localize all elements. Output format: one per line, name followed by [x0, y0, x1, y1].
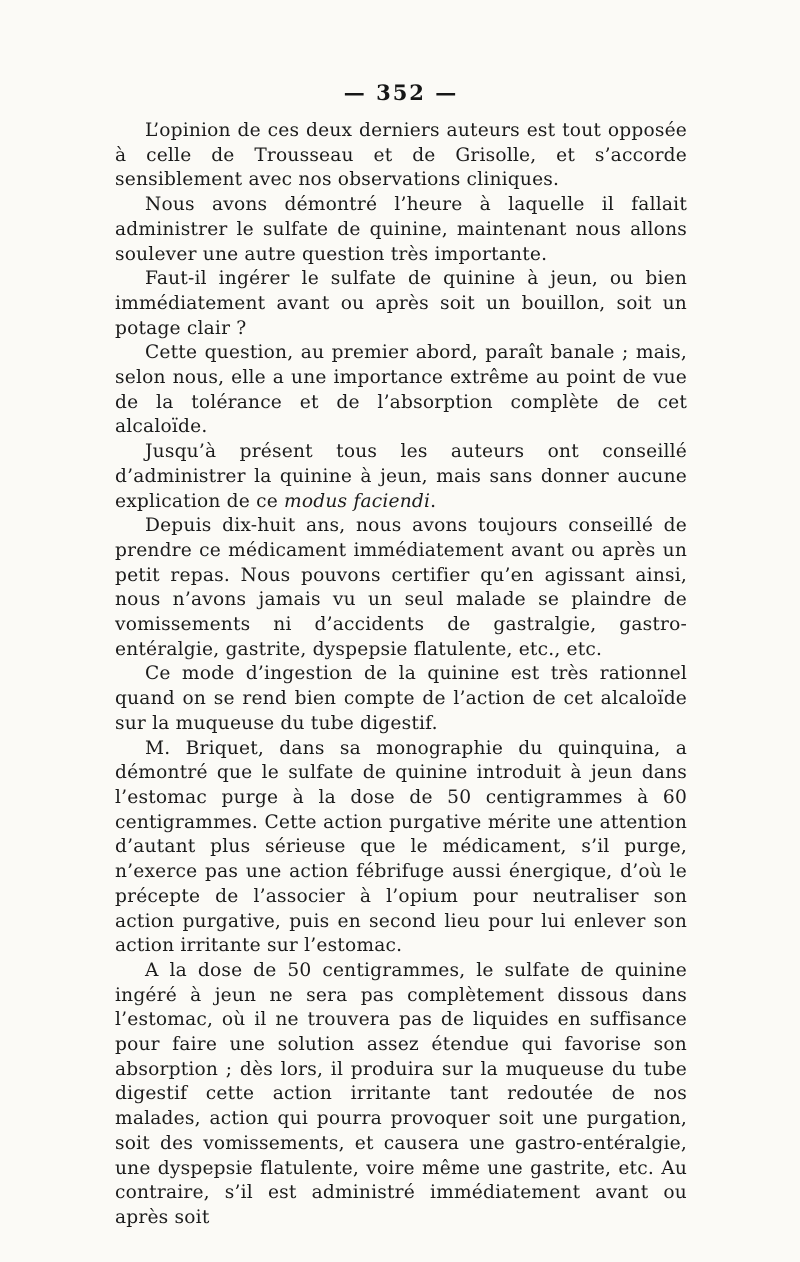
- text-block: [115, 119, 687, 1231]
- page-number: — 352 —: [343, 80, 459, 105]
- paragraph-2: Nous avons démontré l’heure à laquelle il fallait administrer le sulfate de quinine, maintenant nous allons soulever une autre question très importante.: [115, 194, 687, 265]
- paragraph-3: Faut-il ingérer le sulfate de quinine à jeun, ou bien immédiatement avant ou après soit un bouillon, soit un potage clair ?: [115, 268, 687, 339]
- paragraph-8: M. Briquet, dans sa monographie du quinquina, a démontré que le sulfate de quinine introduit à jeun dans l’estomac purge à la dose de 50 centigrammes à 60 centigrammes. Cette action purgative mérite une attention d’autant plus sérieuse que le médicament, s’il purge, n’exerce pas une action fébrifuge aussi énergique, d’où le précepte de l’associer à l’opium pour neutraliser son action purgative, puis en second lieu pour lui enlever son action irritante sur l’estomac.: [115, 737, 687, 957]
- italic-phrase: modus faciendi: [284, 490, 431, 512]
- paragraph-4: Cette question, au premier abord, paraît banale ; mais, selon nous, elle a une importance extrême au point de vue de la tolérance et de l’absorption complète de cet alcaloïde.: [115, 342, 687, 438]
- paragraph-5-text: Jusqu’à présent tous les auteurs ont conseillé d’administrer la quinine à jeun, mais sans donner aucune explication de ce: [115, 441, 687, 512]
- paragraph-5: [115, 440, 687, 514]
- paragraph-6: Depuis dix-huit ans, nous avons toujours conseillé de prendre ce médicament immédiatement avant ou après un petit repas. Nous pouvons certifier qu’en agissant ainsi, nous n’avons jamais vu un seul malade se plaindre de vomissements ni d’accidents de gastralgie, gastro-entéralgie, gastrite, dyspepsie flatulente, etc., etc.: [115, 515, 687, 660]
- paragraph-7: Ce mode d’ingestion de la quinine est très rationnel quand on se rend bien compte de l’action de cet alcaloïde sur la muqueuse du tube digestif.: [115, 663, 687, 734]
- paragraph-9: A la dose de 50 centigrammes, le sulfate de quinine ingéré à jeun ne sera pas complètement dissous dans l’estomac, où il ne trouvera pas de liquides en suffisance pour faire une solution assez étendue qui favorise son absorption ; dès lors, il produira sur la muqueuse du tube digestif cette action irritante tant redoutée de nos malades, action qui pourra provoquer soit une purgation, soit des vomissements, et causera une gastro-entéralgie, une dyspepsie flatulente, voire même une gastrite, etc. Au contraire, s’il est administré immédiatement avant ou après soit: [115, 959, 687, 1228]
- paragraph-5-suffix: .: [430, 490, 437, 512]
- paragraph-1: L’opinion de ces deux derniers auteurs est tout opposée à celle de Trousseau et de Grisolle, et s’accorde sensiblement avec nos observations cliniques.: [115, 120, 687, 191]
